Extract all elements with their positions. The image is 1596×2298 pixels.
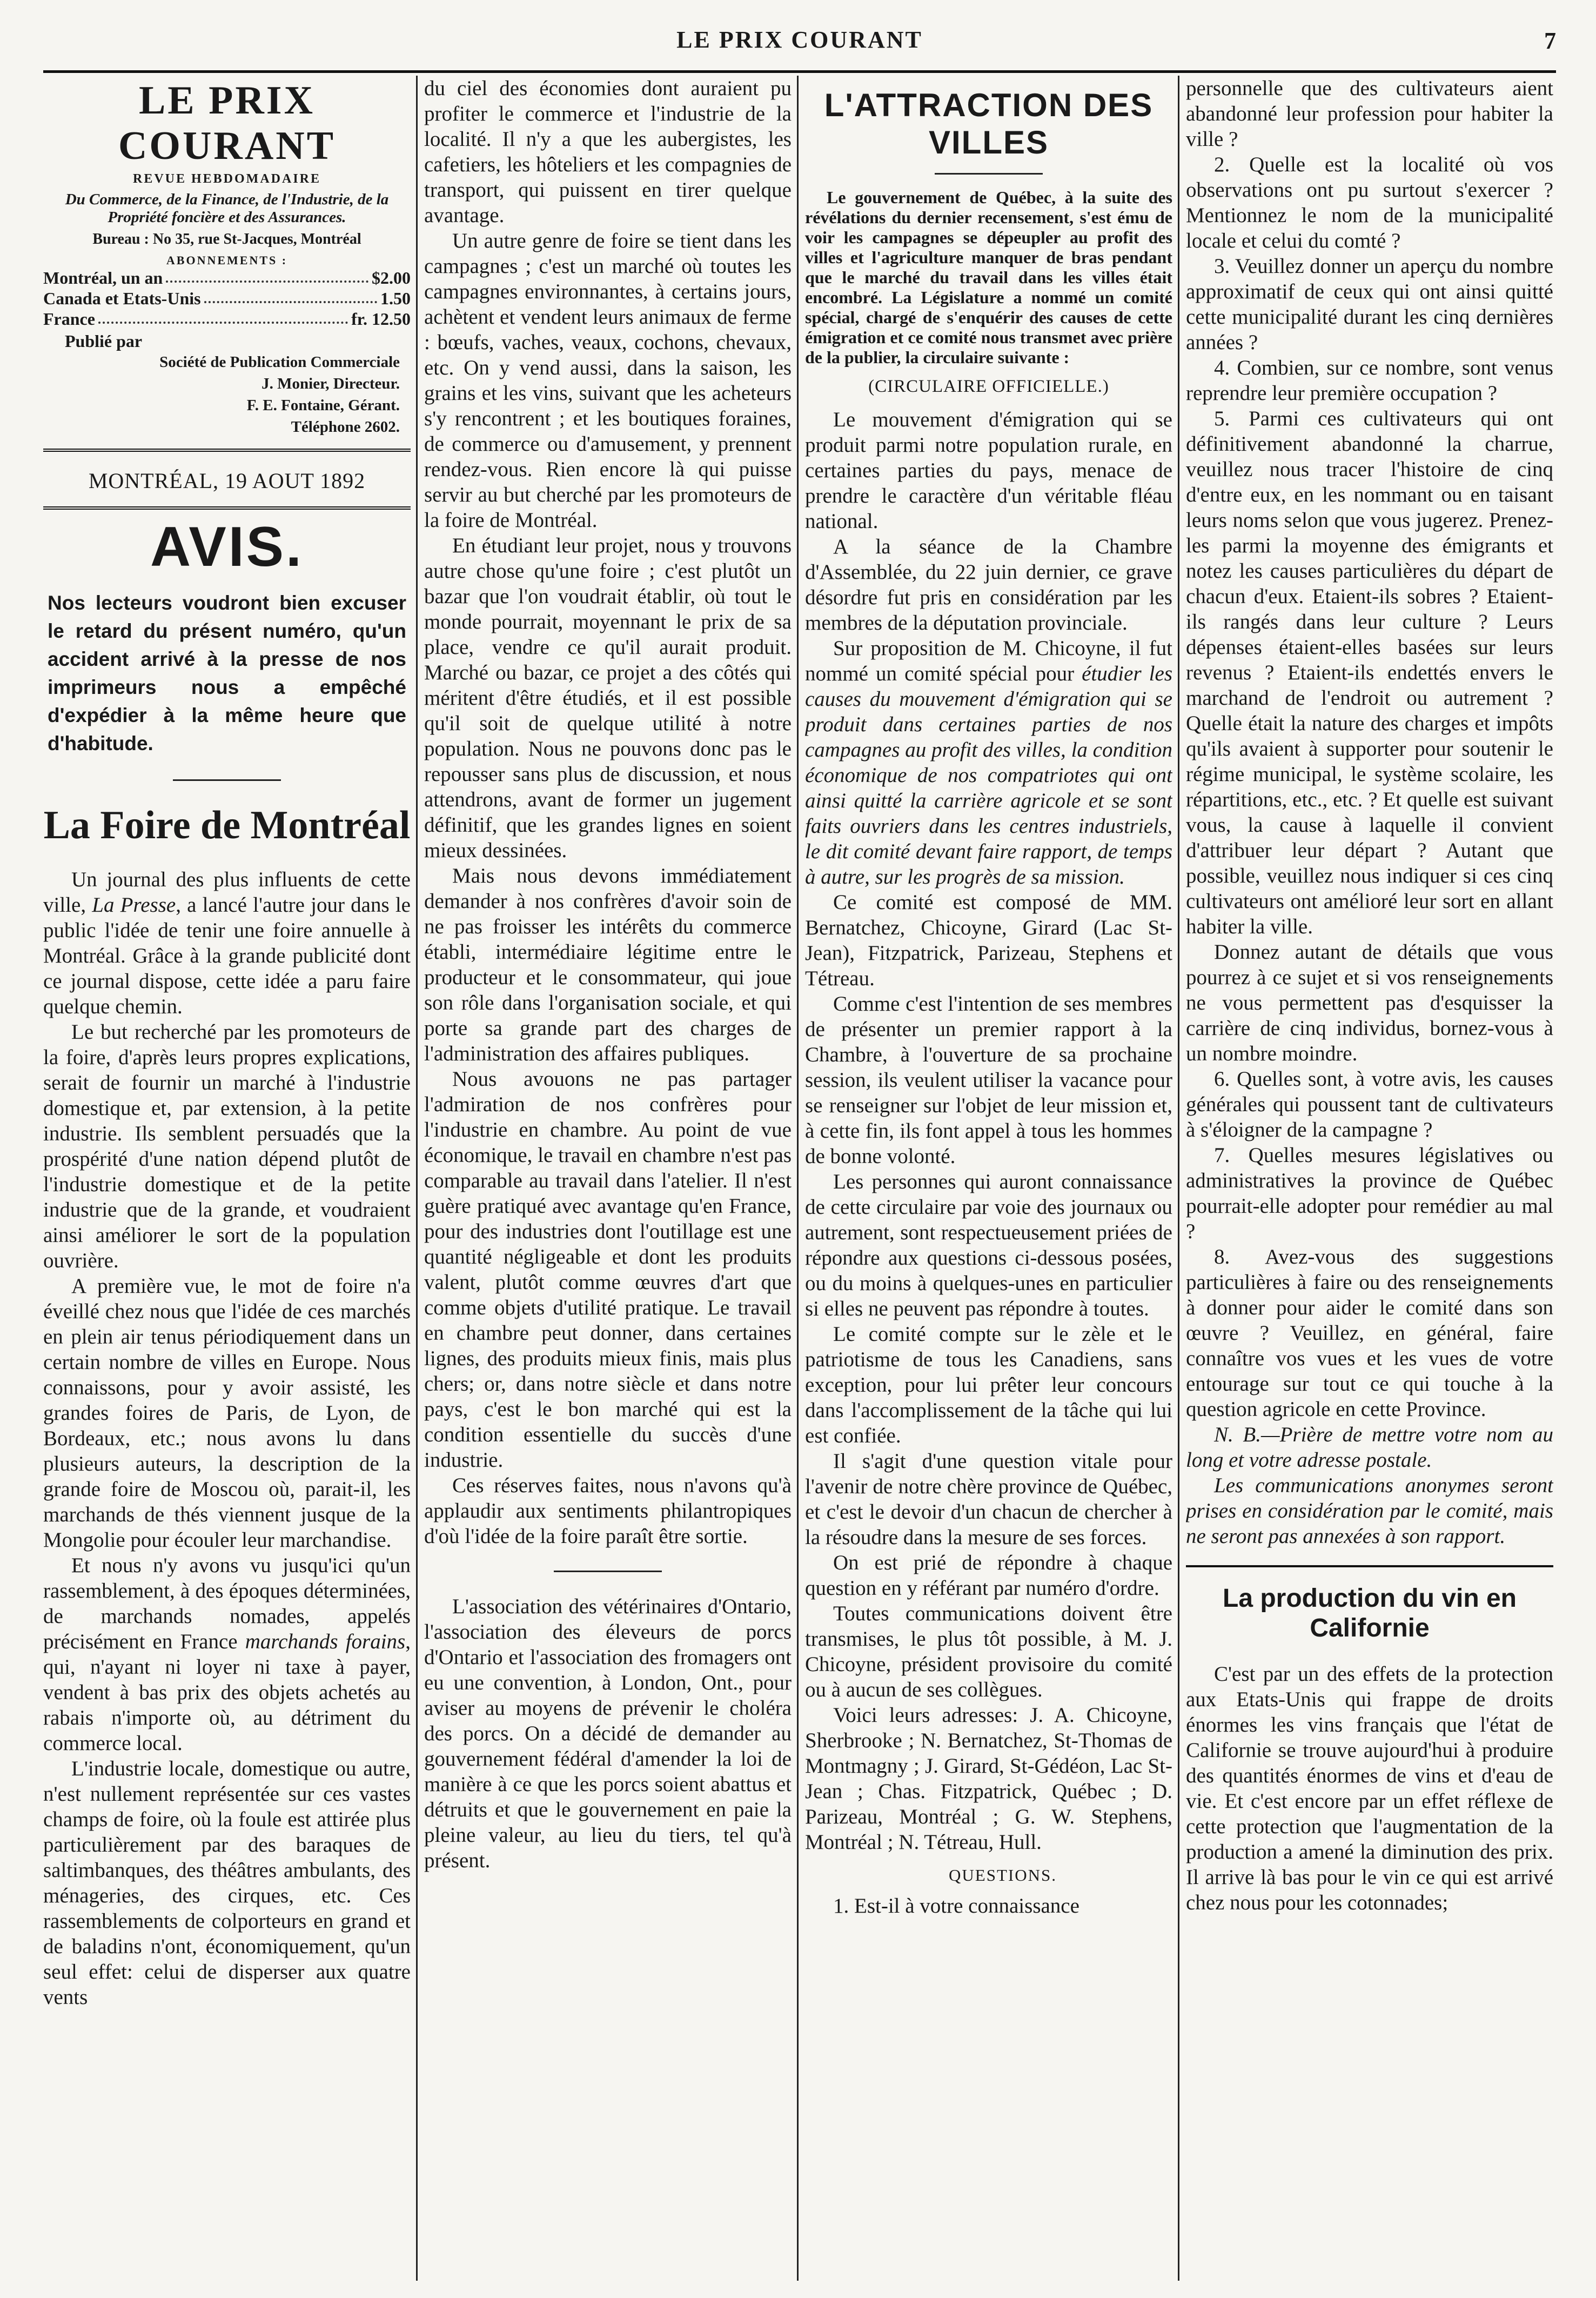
paragraph: Ces réserves faites, nous n'avons qu'à applaudir aux sentiments philantropiques d'où l'idée de la foire paraît être sortie. (424, 1474, 792, 1548)
note: Les communications anonymes seront prises en considération par le comité, mais ne seront pas annexées à son rapport. (1186, 1474, 1553, 1548)
director: J. Monier, Directeur. (261, 375, 400, 392)
column-4 (1186, 76, 1553, 2281)
paragraph: du ciel des économies dont auraient pu profiter le commerce et l'industrie de la localité. Il n'y a que les aubergistes, les cafetiers, les hôteliers et les compagnies de transport, qui puissent en tirer quelque avantage. (424, 77, 792, 227)
paragraph: Il s'agit d'une question vitale pour l'avenir de notre chère province de Québec, et c'est le devoir d'un chacun de chercher à la résoudre dans la mesure de ses forces. (805, 1449, 1172, 1549)
paragraph: Comme c'est l'intention de ses membres de présenter un premier rapport à la Chambre, à l'ouverture de sa prochaine session, ils veulent utiliser la vacance pour se renseigner sur l'objet de leur mission et, à cette fin, ils font appel à tous les hommes de bonne volonté. (805, 992, 1172, 1168)
subscription-price: $2.00 (372, 268, 411, 288)
subscription-price: fr. 12.50 (351, 309, 411, 329)
question: 7. Quelles mesures législatives ou administratives la province de Québec pourrait-elle adopter pour remédier au mal ? (1186, 1144, 1553, 1243)
telephone: Téléphone 2602. (291, 418, 400, 436)
column-3 (805, 76, 1172, 2281)
question: 1. Est-il à votre connaissance (833, 1894, 1079, 1918)
paragraph: A première vue, le mot de foire n'a éveillé chez nous que l'idée de ces marchés en plein air tenus périodiquement dans un certain nombre de villes en Europe. Nous connaissons, pour y avoir assisté, les grandes foires de Paris, de Lyon, de Bordeaux, etc.; nous avons lu dans plusieurs auteurs, la description de la grande foire de Moscou où, parait-il, les marchands de thés viennent jusque de la Mongolie pour écouler leur marchandise. (43, 1274, 411, 1552)
question: personnelle que des cultivateurs aient abandonné leur profession pour habiter la ville ? (1186, 77, 1553, 151)
section-rule (1186, 1565, 1553, 1575)
paragraph: L'industrie locale, domestique ou autre, n'est nullement représentée sur ces vastes champs de foire, où la foule est attirée plus particulièrement par des baraques de saltimbanques, des théâtres ambulants, des ménageries, des cirques, etc. Ces rassemblements de colporteurs en grand et de baladins n'ont, économiquement, qu'un seul effet: celui de disperser aux quatre vents (43, 1757, 411, 2009)
manager: F. E. Fontaine, Gérant. (246, 397, 400, 414)
paragraph: C'est par un des effets de la protection aux Etats-Unis qui frappe de droits énormes les vins français que l'état de Californie se trouve aujourd'hui à produire des quantités énormes de vins et d'eau de vie. Et c'est encore par un effet réflexe de cette protection que l'augmentation de la production a amené la diminution des prix. Il arrive là bas pour le vin ce qui est arrivé chez nous pour les cotonnades; (1186, 1662, 1553, 1914)
question: 4. Combien, sur ce nombre, sont venus reprendre leur première occupation ? (1186, 356, 1553, 405)
masthead (43, 78, 411, 452)
subscription-place: Canada et Etats-Unis (43, 289, 201, 308)
paragraph: Et nous n'y avons vu jusqu'ici qu'un rassemblement, à des époques déterminées, de marchands nomades, appelés précisément en France marchands forains, qui, n'ayant ni loyer ni taxe à payer, vendent à bas prix des objets achetés au rabais n'importe où, au détriment du commerce local. (43, 1554, 411, 1755)
column-rule (797, 76, 799, 2281)
paragraph: Toutes communications doivent être transmises, le plus tôt possible, à M. J. Chicoyne, président provisoire du comité ou à aucun de ses collègues. (805, 1602, 1172, 1701)
question: 2. Quelle est la localité où vos observations ont pu surtout s'exercer ? Mentionnez le nom de la municipalité locale et celui du comté ? (1186, 153, 1553, 252)
masthead-office: Bureau : No 35, rue St-Jacques, Montréal (92, 231, 361, 248)
masthead-description: Du Commerce, de la Finance, de l'Industrie, de la Propriété foncière et des Assurances. (65, 191, 389, 226)
column-rule (416, 76, 418, 2281)
note: N. B.—Prière de mettre votre nom au long et votre adresse postale. (1186, 1423, 1553, 1472)
question: 6. Quelles sont, à votre avis, les causes générales qui poussent tant de cultivateurs à s'éloigner de la campagne ? (1186, 1067, 1553, 1141)
subscriptions-label: ABONNEMENTS : (166, 253, 288, 267)
paragraph: Voici leurs adresses: J. A. Chicoyne, Sherbrooke ; N. Bernatchez, St-Thomas de Montmagny ; J. Girard, St-Gédéon, Lac St-Jean ; Chas. Fitzpatrick, Québec ; D. Parizeau, Montréal ; G. W. Stephens, Montréal ; N. Tétreau, Hull. (805, 1704, 1172, 1854)
column-1 (43, 76, 411, 2281)
paragraph: Mais nous devons immédiatement demander à nos confrères d'avoir soin de ne pas froisser les intérêts du commerce établi, intermédiaire légitime entre le producteur et le consommateur, qui joue son rôle dans l'organisation sociale, et qui porte sa grande part des charges de l'administration des affaires publiques. (424, 864, 792, 1065)
subscription-row (43, 309, 411, 329)
divider (935, 173, 1043, 175)
masthead-title: LE PRIX COURANT (118, 78, 336, 168)
paragraph: En étudiant leur projet, nous y trouvons autre chose qu'une foire ; c'est plutôt un bazar que l'on voudrait établir, où tout le monde pourrait, moyennant le prix de sa place, vendre ce qu'il aurait produit. Marché ou bazar, ce projet a des côtés qui méritent d'être étudiés, et il est possible qu'il soit de quelque utilité à notre population. Nous ne pouvons donc pas le repousser sans plus de discussion, et nous attendrons, avant de former un jugement définitif, que les grandes lignes en soient mieux dessinées. (424, 534, 792, 862)
paragraph: On est prié de répondre à chaque question en y référant par numéro d'ordre. (805, 1551, 1172, 1600)
page-number: 7 (1544, 28, 1556, 54)
column-2 (424, 76, 792, 2281)
paragraph: Le mouvement d'émigration qui se produit parmi notre population rurale, en certaines parties du pays, menace de prendre le caractère d'un véritable fléau national. (805, 408, 1172, 533)
questions-heading: QUESTIONS. (949, 1866, 1057, 1885)
paragraph: Ce comité est composé de MM. Bernatchez, Chicoyne, Girard (Lac St-Jean), Fitzpatrick, Parizeau, Stephens et Tétreau. (805, 891, 1172, 990)
article-title: La production du vin en Californie (1223, 1584, 1517, 1642)
question: Donnez autant de détails que vous pourrez à ce sujet et si vos renseignements ne vous permettent pas d'esquisser la carrière de cinq individus, bornez-vous à un nombre moindre. (1186, 940, 1553, 1065)
divider (173, 779, 281, 781)
divider (554, 1571, 662, 1572)
article-title: L'ATTRACTION DES VILLES (824, 87, 1154, 161)
question: 3. Veuillez donner un aperçu du nombre approximatif de ceux qui ont ainsi quitté cette municipalité durant les cinq dernières années ? (1186, 255, 1553, 354)
subscription-row (43, 288, 411, 309)
circulaire-heading: (CIRCULAIRE OFFICIELLE.) (868, 377, 1109, 396)
running-head (43, 16, 1556, 73)
intro-paragraph: Le gouvernement de Québec, à la suite des révélations du dernier recensement, s'est ému de voir les campagnes se dépeupler au profit des villes et l'agriculture manquer de bras pendant que le marché du travail dans les villes était encombré. La Législature a nommé un comité spécial, chargé de s'enquérir des causes de cette émigration et ce comité nous transmet avec prière de la publier, la circulaire suivante : (805, 188, 1172, 367)
paragraph: Un autre genre de foire se tient dans les campagnes ; c'est un marché où toutes les campagnes environnantes, à certains jours, achètent et vendent leurs animaux de ferme : bœufs, vaches, veaux, cochons, chevaux, etc. On y vend aussi, dans la saison, les grains et les vins, suivant que les acheteurs s'y rencontrent ; et les boutiques foraines, de commerce ou d'amusement, y prennent rendez-vous. Rien encore là qui puisse servir au but cherché par les promoteurs de la foire de Montréal. (424, 229, 792, 532)
masthead-subtitle: REVUE HEBDOMADAIRE (132, 172, 321, 186)
subscription-place: Montréal, un an (43, 268, 163, 288)
published-by: Publié par (65, 331, 143, 351)
paragraph: Un journal des plus influents de cette ville, La Presse, a lancé l'autre jour dans le public l'idée de tenir une foire annuelle à Montréal. Grâce à la grande publicité dont ce journal dispose, cette idée a paru faire quelque chemin. (43, 868, 411, 1018)
publisher: Société de Publication Commerciale (159, 353, 400, 371)
paragraph: L'association des vétérinaires d'Ontario, l'association des éleveurs de porcs d'Ontario et l'association des fromagers ont eu une convention, à London, Ont., pour aviser au moyens de prévenir le choléra des porcs. On a décidé de demander au gouvernement fédéral d'amender la loi de manière à ce que les porcs soient abattus et détruits et que le gouvernement en paie la pleine valeur, au lieu du tiers, tel qu'à présent. (424, 1595, 792, 1872)
dateline: MONTRÉAL, 19 AOUT 1892 (88, 469, 366, 493)
question: 8. Avez-vous des suggestions particulières à faire ou des renseignements à donner pour aider le comité dans son œuvre ? Veuillez, en général, faire connaître vos vues et les vues de votre entourage sur tout ce qui touche à la question agricole en cette Province. (1186, 1245, 1553, 1421)
subscription-place: France (43, 309, 95, 329)
paragraph: Sur proposition de M. Chicoyne, il fut nommé un comité spécial pour étudier les causes du mouvement d'émigration qui se produit dans certaines parties de nos campagnes au profit des villes, la condition économique de nos compatriotes qui ont ainsi quitté la carrière agricole et se sont faits ouvriers dans les centres industriels, le dit comité devant faire rapport, de temps à autre, sur les progrès de sa mission. (805, 637, 1172, 889)
paragraph: Le comité compte sur le zèle et le patriotisme de tous les Canadiens, sans exception, pour lui prêter leur concours dans l'accomplissement de la tâche qui lui est confiée. (805, 1322, 1172, 1447)
avis-body: Nos lecteurs voudront bien excuser le retard du présent numéro, qu'un accident arrivé à la presse de nos imprimeurs nous a empêché d'expédier à la même heure que d'habitude. (48, 592, 406, 754)
column-rule (1178, 76, 1179, 2281)
paragraph: A la séance de la Chambre d'Assemblée, du 22 juin dernier, ce grave désordre fut pris en considération par les membres de la députation provinciale. (805, 535, 1172, 634)
question: 5. Parmi ces cultivateurs qui ont définitivement abandonné la charrue, veuillez nous tracer l'histoire de cinq d'entre eux, en les nommant ou en taisant leurs noms selon que vous jugerez. Prenez-les parmi la moyenne des émigrants et notez les causes particulières du départ de chacun d'eux. Etaient-ils sobres ? Etaient-ils rangés dans leur culture ? Leurs dépenses étaient-elles basées sur leurs revenus ? Etaient-ils endettés envers le marchand de l'endroit ou autrement ? Quelle était la nature des charges et impôts qu'ils avaient à supporter pour soutenir le régime municipal, le système scolaire, les répartitions, etc., etc. ? Et quelle est suivant vous, la cause à laquelle il convient d'attribuer leur départ ? Autant que possible, veuillez nous indiquer si ces cinq cultivateurs ont amélioré leur sort en allant habiter la ville. (1186, 407, 1553, 938)
paragraph: Les personnes qui auront connaissance de cette circulaire par voie des journaux ou autrement, sont respectueusement priées de répondre aux questions ci-dessous posées, ou du moins à quelques-unes en particulier si elles ne peuvent pas répondre à toutes. (805, 1170, 1172, 1320)
article-title: La Foire de Montréal (43, 803, 411, 847)
running-title: LE PRIX COURANT (676, 26, 923, 53)
paragraph: Nous avouons ne pas partager l'admiration de nos confrères pour l'industrie en chambre. Au point de vue économique, le travail en chambre n'est pas comparable au travail dans l'atelier. Il n'est guère pratiqué avec avantage qu'en France, pour des industries dont l'outillage est une quantité négligeable et dont les produits valent, plutôt comme œuvres d'art que comme objets d'utilité pratique. Le travail en chambre peut donner, dans certaines lignes, des produits mieux finis, mais plus chers; or, dans notre siècle et dans notre pays, c'est le bon marché qui est la condition essentielle du succès d'une industrie. (424, 1067, 792, 1472)
paragraph: Le but recherché par les promoteurs de la foire, d'après leurs propres explications, serait de fournir un marché à l'industrie domestique et, par extension, à la petite industrie. Ils semblent persuadés que la prospérité d'une nation dépend plutôt de l'industrie domestique et de la petite industrie que de la grande, et voudraient ainsi améliorer le sort de la population ouvrière. (43, 1020, 411, 1272)
avis-title: AVIS. (150, 516, 304, 578)
subscription-row (43, 268, 411, 288)
subscription-price: 1.50 (380, 289, 411, 308)
